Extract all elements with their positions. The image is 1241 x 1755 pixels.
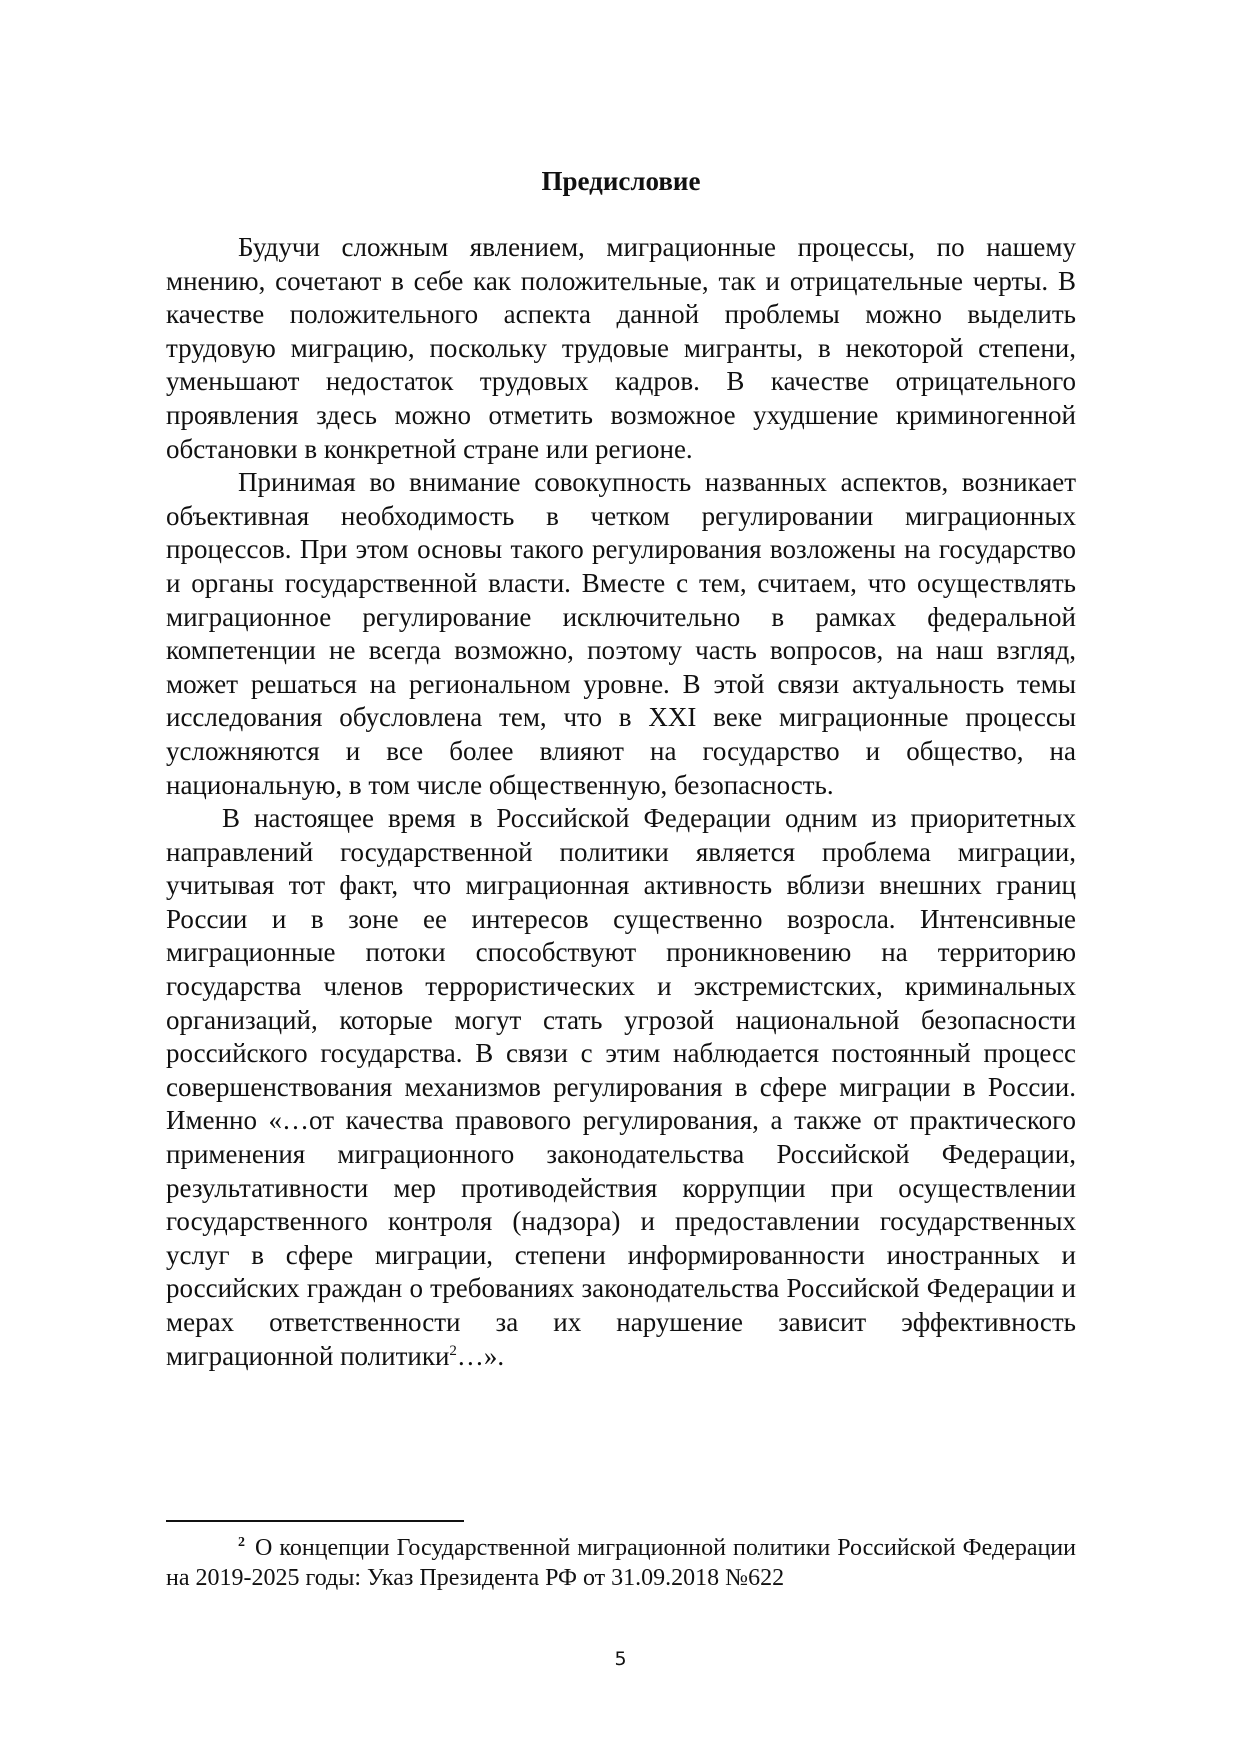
footnote-reference[interactable]: 2 [449, 1342, 457, 1359]
footnote-mark: 2 [238, 1535, 245, 1550]
footnote [166, 1533, 1076, 1593]
footnote-text: О концепции Государственной миграционной политики Российской Федерации на 2019-2025 годы: Указ Президента РФ от 31.09.2018 №622 [166, 1535, 1076, 1591]
paragraph-3-text: В настоящее время в Российской Федерации одним из приоритетных направлений государственной политики является проблема миграции, учитывая тот факт, что миграционная активность вблизи внешних границ России и в зоне ее интересов существенно возросла. Интенсивные миграционные потоки способствуют проникновению на территорию государства членов террористических и экстремистских, криминальных организаций, которые могут стать угрозой национальной безопасности российского государства. В связи с этим наблюдается постоянный процесс совершенствования механизмов регулирования в сфере миграции в России. Именно «…от качества правового регулирования, а также от практического применения миграционного законодательства Российской Федерации, результативности мер противодействия коррупции при осуществлении государственного контроля (надзора) и предоставлении государственных услуг в сфере миграции, степени информированности иностранных и российских граждан о требованиях законодательства Российской Федерации и мерах ответственности за их нарушение зависит эффективность миграционной политики [166, 803, 1076, 1371]
page-number: 5 [614, 1648, 627, 1670]
body-text [166, 231, 1076, 1373]
paragraph-3-ending: …». [456, 1340, 505, 1371]
page-title: Предисловие [541, 166, 701, 196]
footnote-separator [166, 1520, 464, 1522]
paragraph-3 [166, 802, 1076, 1373]
paragraph-1: Будучи сложным явлением, миграционные процессы, по нашему мнению, сочетают в себе как положительные, так и отрицательные черты. В качестве положительного аспекта данной проблемы можно выделить трудовую миграцию, поскольку трудовые мигранты, в некоторой степени, уменьшают недостаток трудовых кадров. В качестве отрицательного проявления здесь можно отметить возможное ухудшение криминогенной обстановки в конкретной стране или регионе. [166, 232, 1076, 464]
paragraph-2: Принимая во внимание совокупность названных аспектов, возникает объективная необходимость в четком регулировании миграционных процессов. При этом основы такого регулирования возложены на государство и органы государственной власти. Вместе с тем, считаем, что осуществлять миграционное регулирование исключительно в рамках федеральной компетенции не всегда возможно, поэтому часть вопросов, на наш взгляд, может решаться на региональном уровне. В этой связи актуальность темы исследования обусловлена тем, что в XXI веке миграционные процессы усложняются и все более влияют на государство и общество, на национальную, в том числе общественную, безопасность. [166, 467, 1076, 800]
